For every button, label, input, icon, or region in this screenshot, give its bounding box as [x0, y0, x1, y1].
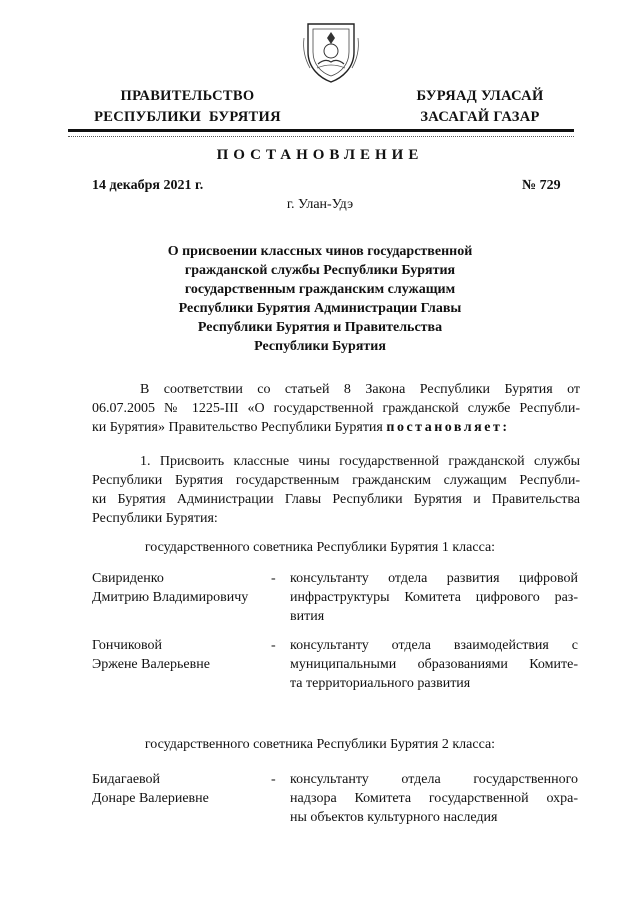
separator-dash: - [271, 571, 276, 586]
person-name [92, 569, 292, 607]
item-1-paragraph [92, 452, 580, 528]
subject-line: государственным гражданским служащим [184, 282, 456, 297]
document-type: ПОСТАНОВЛЕНИЕ [216, 147, 424, 163]
issuing-authority-bua-line-2: ЗАСАГАЙ ГАЗАР [420, 109, 540, 125]
person-position [290, 770, 578, 827]
preamble-line: В соответствии со статьей 8 Закона Республики Бурятия от [140, 382, 580, 397]
issuing-authority-ru-line-1: ПРАВИТЕЛЬСТВО [120, 88, 255, 104]
subject-line: О присвоении классных чинов государственной [167, 244, 473, 259]
position-line: консультанту отдела взаимодействия с [290, 638, 578, 653]
position-line: муниципальными образованиями Комите- [290, 657, 578, 672]
preamble-paragraph [92, 380, 580, 437]
position-line: консультанту отдела развития цифровой [290, 571, 578, 586]
position-line: та территориального развития [290, 676, 471, 691]
person-position [290, 636, 578, 693]
preamble-text: ки Бурятия» Правительство Республики Бурятия [92, 420, 383, 435]
preamble-line-last [92, 418, 580, 437]
item-1-line: 1. Присвоить классные чины государственной гражданской службы [140, 454, 580, 469]
person-given-names: Эржене Валерьевне [92, 657, 210, 672]
subject-line: гражданской службы Республики Бурятия [184, 263, 456, 278]
person-given-names: Дмитрию Владимировичу [92, 590, 249, 605]
person-name [92, 770, 292, 808]
document-city: г. Улан-Удэ [286, 197, 354, 212]
position-line: надзора Комитета государственной охра- [290, 791, 578, 806]
header-divider-dotted [68, 136, 574, 137]
position-line: инфраструктуры Комитета цифрового раз- [290, 590, 578, 605]
rank-heading: государственного советника Республики Бурятия 1 класса: [144, 540, 496, 555]
decree-word: постановляет: [386, 420, 510, 435]
rank-heading: государственного советника Республики Бурятия 2 класса: [144, 737, 496, 752]
person-surname: Гончиковой [92, 638, 162, 653]
preamble-line: 06.07.2005 № 1225-III «О государственной гражданской службе Республи- [92, 401, 580, 416]
position-line: ны объектов культурного наследия [290, 810, 498, 825]
position-line: консультанту отдела государственного [290, 772, 578, 787]
item-1-line: Республики Бурятия: [92, 511, 218, 526]
coat-of-arms-emblem [300, 18, 362, 84]
person-position [290, 569, 578, 626]
separator-dash: - [271, 772, 276, 787]
item-1-line: ки Бурятия Администрации Главы Республики Бурятия и Правительства [92, 492, 580, 507]
person-name [92, 636, 292, 674]
document-date: 14 декабря 2021 г. [92, 178, 204, 193]
position-line: вития [290, 609, 325, 624]
person-surname: Бидагаевой [92, 772, 161, 787]
document-subject [120, 242, 520, 356]
coat-of-arms-icon [300, 18, 362, 84]
separator-dash: - [271, 638, 276, 653]
subject-line: Республики Бурятия [254, 339, 386, 354]
issuing-authority-ru [80, 86, 295, 128]
issuing-authority-ru-line-2: РЕСПУБЛИКИ БУРЯТИЯ [94, 109, 281, 125]
header-divider-thick [68, 129, 574, 132]
item-1-line: Республики Бурятия государственным гражданским служащим Республи- [92, 473, 580, 488]
issuing-authority-bua [395, 86, 565, 128]
person-surname: Свириденко [92, 571, 164, 586]
document-number: № 729 [522, 178, 561, 193]
issuing-authority-bua-line-1: БУРЯАД УЛАСАЙ [416, 88, 544, 104]
subject-line: Республики Бурятия и Правительства [197, 320, 443, 335]
person-given-names: Донаре Валериевне [92, 791, 209, 806]
subject-line: Республики Бурятия Администрации Главы [178, 301, 462, 316]
